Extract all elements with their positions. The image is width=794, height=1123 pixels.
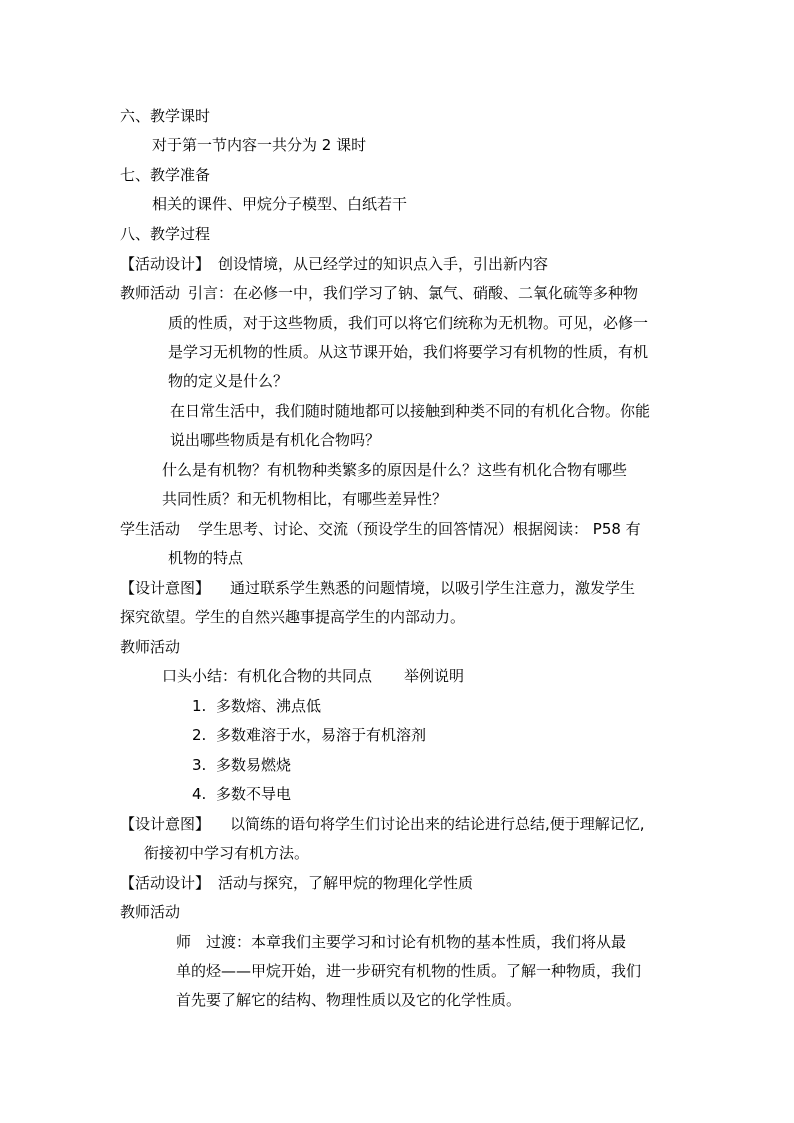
teacher-activity-label: 教师活动	[120, 903, 181, 921]
list-text: 多数易燃烧	[216, 756, 292, 774]
list-text: 多数熔、沸点低	[216, 697, 322, 715]
design-intent-1	[120, 578, 635, 598]
list-text: 多数不导电	[216, 785, 292, 803]
design-intent-label: 【设计意图】	[120, 815, 211, 833]
paragraph-line: 探究欲望。学生的自然兴趣事提高学生的内部动力。	[120, 608, 466, 626]
paragraph-line: 质的性质，对于这些物质，我们可以将它们统称为无机物。可见，必修一	[168, 314, 649, 332]
teacher-activity-label: 教师活动	[120, 638, 181, 656]
list-item	[192, 696, 321, 716]
paragraph-line: 学生思考、讨论、交流（预设学生的回答情况）根据阅读： P58 有	[198, 520, 641, 538]
oral-summary	[162, 666, 464, 686]
paragraph-line: 衔接初中学习有机方法。	[144, 844, 310, 862]
paragraph-line: 机物的特点	[168, 549, 244, 567]
activity-design-1	[120, 254, 548, 274]
list-item	[192, 755, 291, 775]
activity-design-label: 【活动设计】	[120, 255, 211, 273]
summary-text: 口头小结：有机化合物的共同点	[162, 667, 373, 685]
list-item	[192, 784, 291, 804]
paragraph-line: 物的定义是什么？	[168, 372, 289, 390]
student-activity-label: 学生活动	[120, 520, 181, 538]
list-number: 4.	[192, 785, 207, 803]
teacher-activity-label: 教师活动	[120, 284, 181, 302]
list-item	[192, 725, 426, 745]
section-7-heading: 七、教学准备	[120, 166, 211, 184]
design-intent-2	[120, 814, 645, 834]
activity-design-text: 创设情境，从已经学过的知识点入手，引出新内容	[218, 255, 549, 273]
summary-example: 举例说明	[404, 667, 465, 685]
paragraph-line: 共同性质？和无机物相比，有哪些差异性？	[162, 490, 448, 508]
paragraph-line: 在日常生活中，我们随时随地都可以接触到种类不同的有机化合物。你能	[170, 402, 651, 420]
student-activity-1	[120, 519, 641, 539]
activity-design-label: 【活动设计】	[120, 874, 211, 892]
paragraph-line: 通过联系学生熟悉的问题情境，以吸引学生注意力，激发学生	[230, 579, 636, 597]
paragraph-line: 什么是有机物？有机物种类繁多的原因是什么？这些有机化合物有哪些	[162, 461, 628, 479]
section-7-body: 相关的课件、甲烷分子模型、白纸若干	[152, 195, 408, 213]
section-8-heading: 八、教学过程	[120, 225, 211, 243]
list-number: 2.	[192, 726, 207, 744]
paragraph-line: 引言：在必修一中，我们学习了钠、氯气、硝酸、二氧化硫等多种物	[188, 284, 639, 302]
paragraph-line: 是学习无机物的性质。从这节课开始，我们将要学习有机物的性质，有机	[168, 343, 649, 361]
paragraph-line: 首先要了解它的结构、物理性质以及它的化学性质。	[176, 991, 522, 1009]
paragraph-line: 单的烃——甲烷开始，进一步研究有机物的性质。了解一种物质，我们	[176, 962, 642, 980]
section-6-body: 对于第一节内容一共分为 2 课时	[152, 136, 367, 154]
paragraph-line: 说出哪些物质是有机化合物吗？	[170, 431, 381, 449]
list-number: 3.	[192, 756, 207, 774]
list-text: 多数难溶于水，易溶于有机溶剂	[216, 726, 427, 744]
paragraph-line: 师 过渡：本章我们主要学习和讨论有机物的基本性质，我们将从最	[176, 933, 627, 951]
design-intent-label: 【设计意图】	[120, 579, 211, 597]
list-number: 1.	[192, 697, 207, 715]
paragraph-line: 以简练的语句将学生们讨论出来的结论进行总结,便于理解记忆,	[230, 815, 645, 833]
teacher-activity-1	[120, 283, 638, 303]
activity-design-text: 活动与探究，了解甲烷的物理化学性质	[218, 874, 474, 892]
activity-design-2	[120, 873, 473, 893]
section-6-heading: 六、教学课时	[120, 107, 211, 125]
